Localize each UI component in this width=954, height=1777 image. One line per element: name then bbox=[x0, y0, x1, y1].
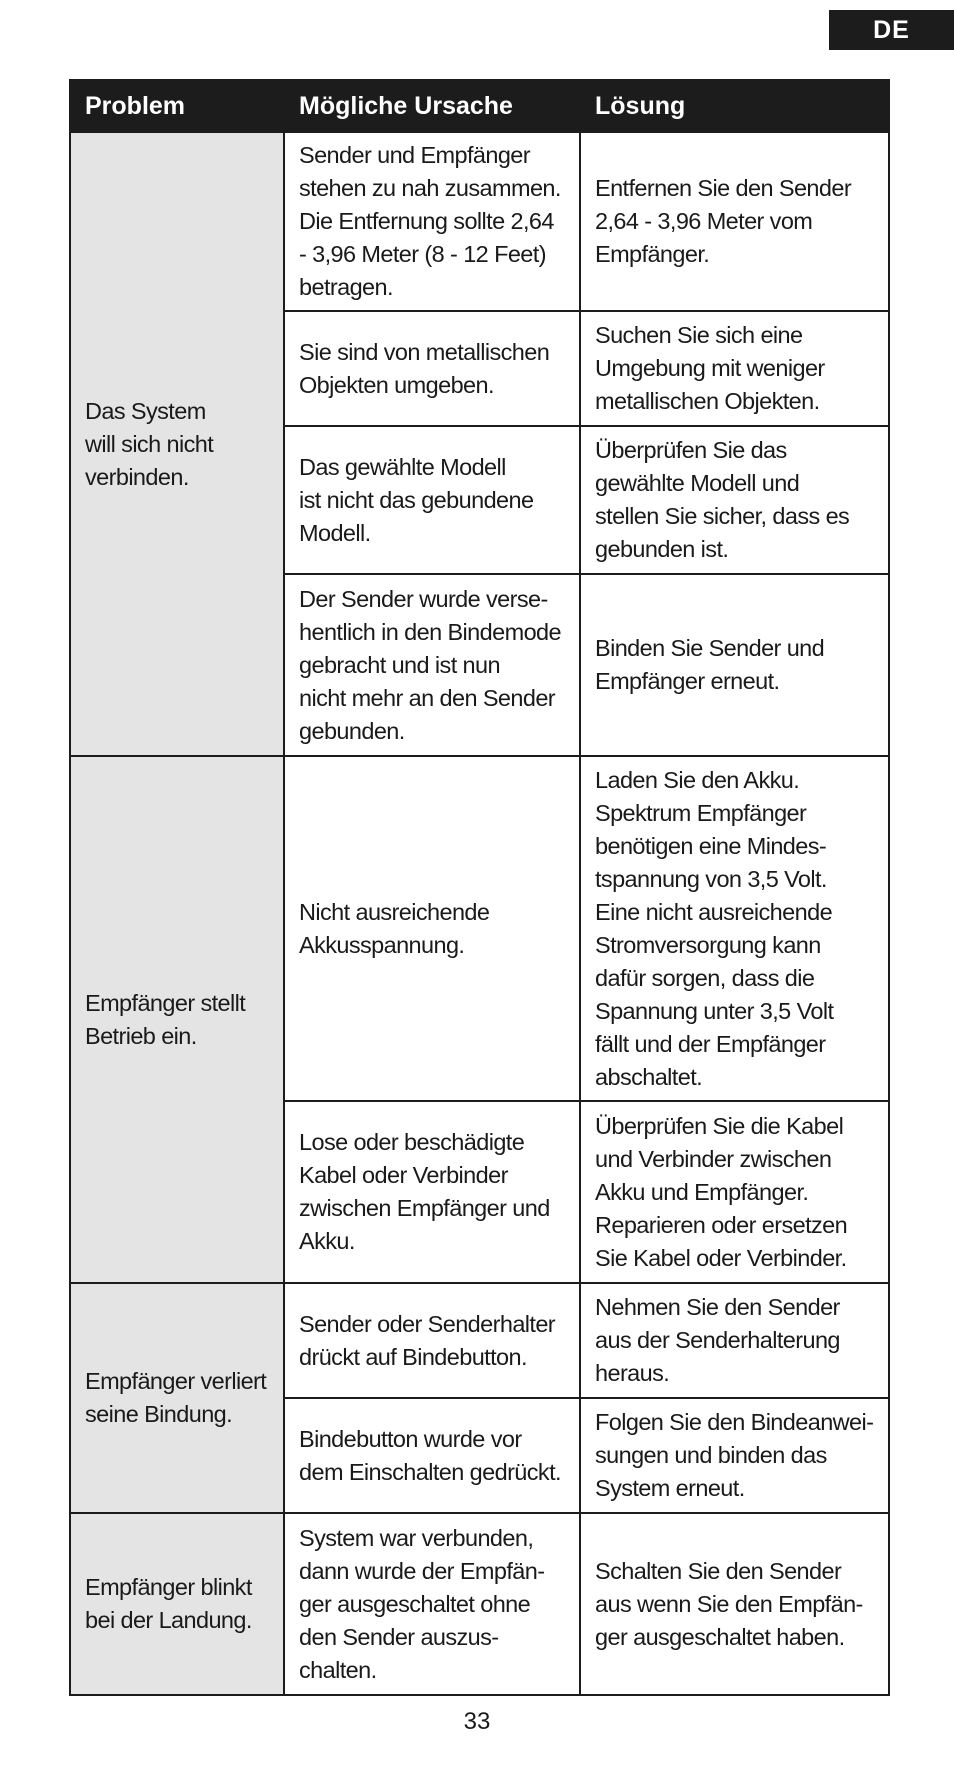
table-row bbox=[70, 132, 889, 311]
solution-cell: Überprüfen Sie das gewählte Modell und stellen Sie sicher, dass es gebunden ist. bbox=[580, 426, 889, 574]
problem-cell: Das System will sich nicht verbinden. bbox=[70, 132, 284, 756]
solution-cell: Folgen Sie den Bindeanwei- sungen und binden das System erneut. bbox=[580, 1398, 889, 1513]
solution-cell: Suchen Sie sich eine Umgebung mit weniger metallischen Objekten. bbox=[580, 311, 889, 426]
table-row bbox=[70, 1513, 889, 1695]
solution-cell: Nehmen Sie den Sender aus der Senderhalterung heraus. bbox=[580, 1283, 889, 1398]
cause-cell: Sender oder Senderhalter drückt auf Bindebutton. bbox=[284, 1283, 580, 1398]
table-row bbox=[70, 1283, 889, 1398]
solution-cell: Binden Sie Sender und Empfänger erneut. bbox=[580, 574, 889, 756]
header-solution: Lösung bbox=[580, 80, 889, 132]
problem-cell: Empfänger verliert seine Bindung. bbox=[70, 1283, 284, 1513]
solution-cell: Überprüfen Sie die Kabel und Verbinder zwischen Akku und Empfänger. Reparieren oder ersetzen Sie Kabel oder Verbinder. bbox=[580, 1101, 889, 1283]
table-row bbox=[70, 756, 889, 1101]
language-tab: DE bbox=[829, 10, 954, 50]
solution-cell: Entfernen Sie den Sender 2,64 - 3,96 Meter vom Empfänger. bbox=[580, 132, 889, 311]
cause-cell: System war verbunden, dann wurde der Empfän- ger ausgeschaltet ohne den Sender auszus- chalten. bbox=[284, 1513, 580, 1695]
header-cause: Mögliche Ursache bbox=[284, 80, 580, 132]
cause-cell: Lose oder beschädigte Kabel oder Verbinder zwischen Empfänger und Akku. bbox=[284, 1101, 580, 1283]
cause-cell: Das gewählte Modell ist nicht das gebundene Modell. bbox=[284, 426, 580, 574]
cause-cell: Der Sender wurde verse- hentlich in den Bindemode gebracht und ist nun nicht mehr an den Sender gebunden. bbox=[284, 574, 580, 756]
cause-cell: Sender und Empfänger stehen zu nah zusammen. Die Entfernung sollte 2,64 - 3,96 Meter (8 - 12 Feet) betragen. bbox=[284, 132, 580, 311]
cause-cell: Bindebutton wurde vor dem Einschalten gedrückt. bbox=[284, 1398, 580, 1513]
cause-cell: Nicht ausreichende Akkusspannung. bbox=[284, 756, 580, 1101]
solution-cell: Schalten Sie den Sender aus wenn Sie den Empfän- ger ausgeschaltet haben. bbox=[580, 1513, 889, 1695]
solution-cell: Laden Sie den Akku. Spektrum Empfänger benötigen eine Mindes- tspannung von 3,5 Volt. Eine nicht ausreichende Stromversorgung kann dafür sorgen, dass die Spannung unter 3,5 Volt fällt und der Empfänger abschaltet. bbox=[580, 756, 889, 1101]
problem-cell: Empfänger blinkt bei der Landung. bbox=[70, 1513, 284, 1695]
page-number: 33 bbox=[463, 1708, 491, 1735]
table-header-row bbox=[70, 80, 889, 132]
troubleshooting-table bbox=[69, 79, 890, 1696]
problem-cell: Empfänger stellt Betrieb ein. bbox=[70, 756, 284, 1283]
cause-cell: Sie sind von metallischen Objekten umgeben. bbox=[284, 311, 580, 426]
header-problem: Problem bbox=[70, 80, 284, 132]
